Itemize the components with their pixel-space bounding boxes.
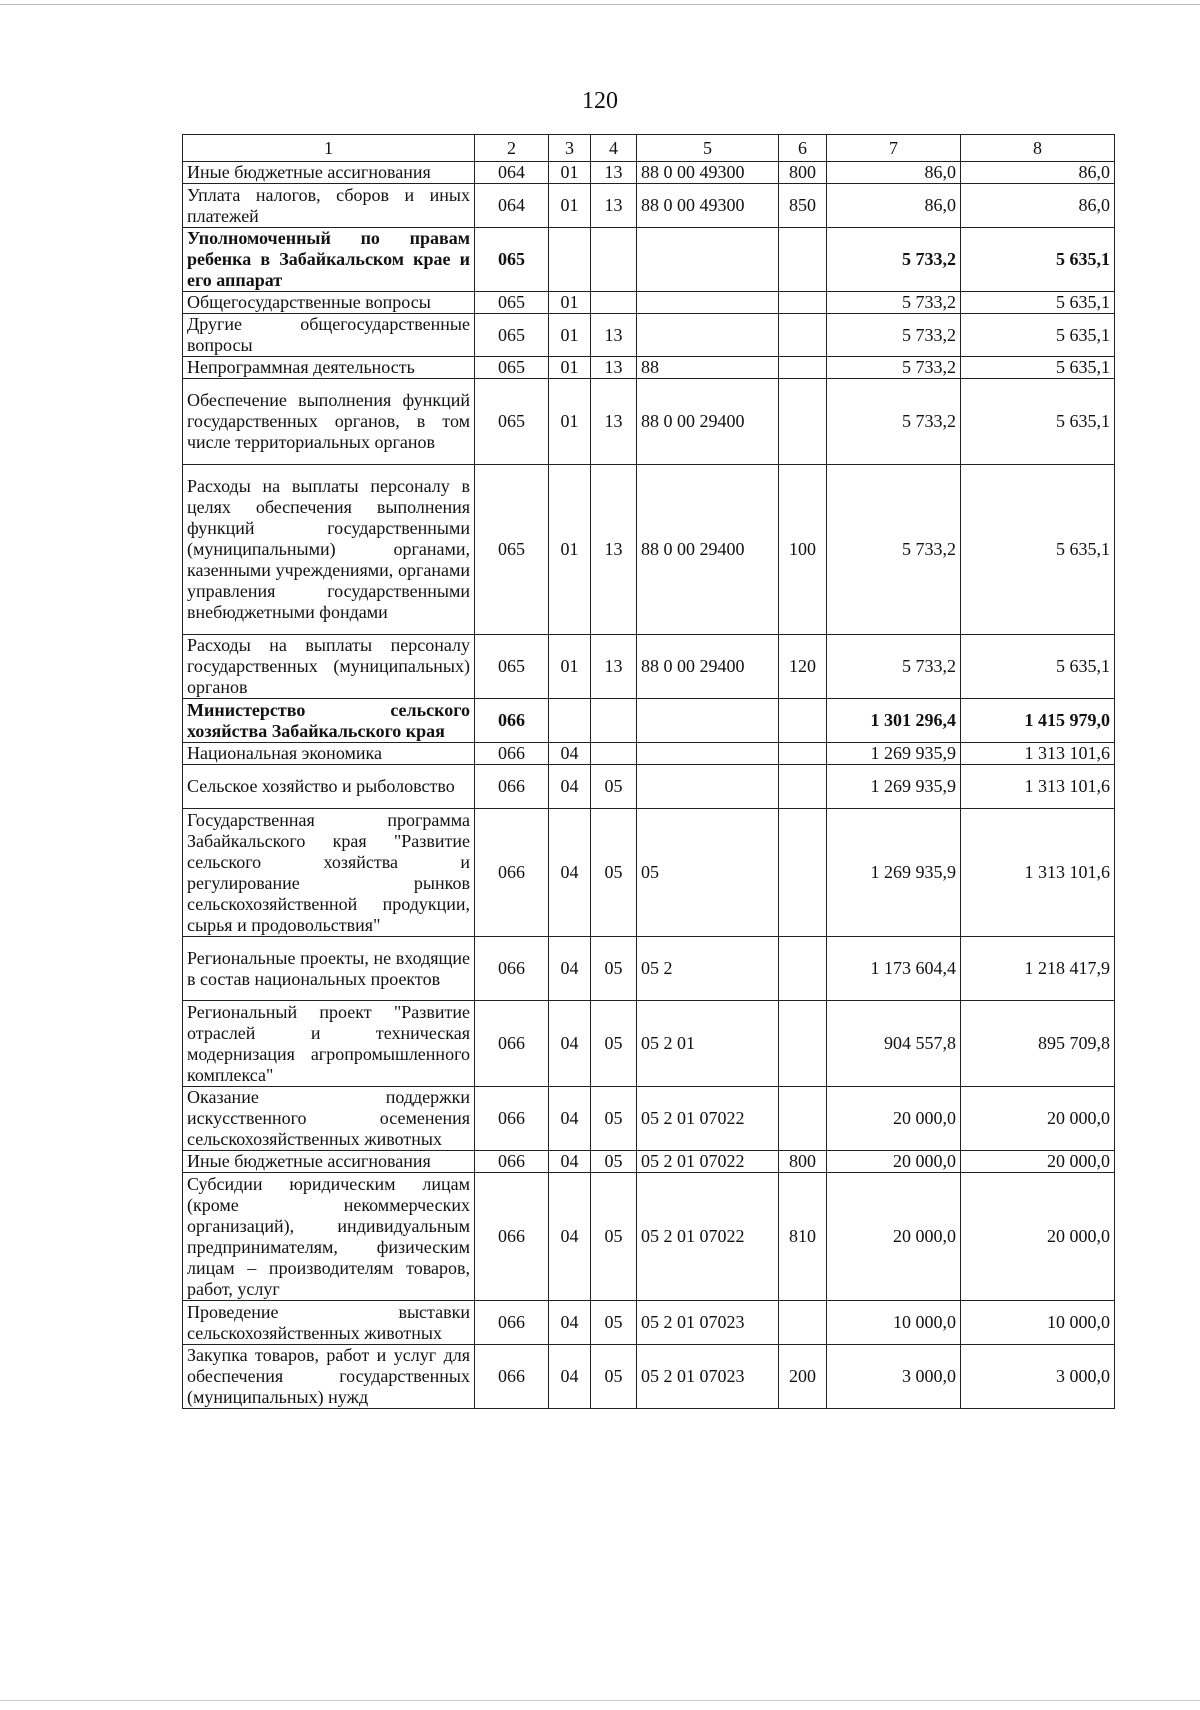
cell-section: 01: [549, 292, 591, 314]
cell-amount-year2: 1 218 417,9: [961, 937, 1115, 1001]
cell-section: [549, 228, 591, 292]
cell-expense-type: 800: [779, 162, 827, 184]
cell-expense-type: [779, 1087, 827, 1151]
cell-amount-year1: 3 000,0: [827, 1345, 961, 1409]
row-name: Региональные проекты, не входящие в состав национальных проектов: [183, 937, 475, 1001]
cell-section: 01: [549, 357, 591, 379]
cell-amount-year1: 1 173 604,4: [827, 937, 961, 1001]
cell-amount-year2: 20 000,0: [961, 1151, 1115, 1173]
cell-subsection: 05: [591, 1173, 637, 1301]
column-header: 6: [779, 135, 827, 162]
cell-ministry-code: 066: [475, 765, 549, 809]
cell-section: 04: [549, 937, 591, 1001]
cell-section: 04: [549, 809, 591, 937]
cell-ministry-code: 066: [475, 1173, 549, 1301]
table-row: [183, 937, 1115, 1001]
cell-target-article: 88 0 00 49300: [637, 184, 779, 228]
row-name: Закупка товаров, работ и услуг для обеспечения государственных (муниципальных) нужд: [183, 1345, 475, 1409]
cell-target-article: 05 2 01 07023: [637, 1301, 779, 1345]
cell-target-article: [637, 292, 779, 314]
cell-expense-type: 120: [779, 635, 827, 699]
cell-amount-year1: 5 733,2: [827, 379, 961, 465]
cell-amount-year2: 86,0: [961, 184, 1115, 228]
cell-ministry-code: 066: [475, 699, 549, 743]
table-row: [183, 809, 1115, 937]
cell-subsection: 05: [591, 1345, 637, 1409]
cell-amount-year2: 895 709,8: [961, 1001, 1115, 1087]
cell-section: 01: [549, 184, 591, 228]
cell-amount-year2: 5 635,1: [961, 379, 1115, 465]
row-name: Уполномоченный по правам ребенка в Забайкальском крае и его аппарат: [183, 228, 475, 292]
row-name: Уплата налогов, сборов и иных платежей: [183, 184, 475, 228]
table-row: [183, 1301, 1115, 1345]
column-header: 3: [549, 135, 591, 162]
cell-expense-type: [779, 765, 827, 809]
cell-target-article: 88 0 00 29400: [637, 465, 779, 635]
cell-amount-year2: 3 000,0: [961, 1345, 1115, 1409]
column-header: 1: [183, 135, 475, 162]
cell-subsection: 13: [591, 162, 637, 184]
scan-edge-top: [0, 4, 1200, 5]
cell-amount-year2: 1 313 101,6: [961, 765, 1115, 809]
cell-subsection: 13: [591, 635, 637, 699]
cell-target-article: 05 2 01 07022: [637, 1173, 779, 1301]
cell-target-article: [637, 743, 779, 765]
row-name: Национальная экономика: [183, 743, 475, 765]
cell-subsection: 05: [591, 809, 637, 937]
cell-section: 01: [549, 162, 591, 184]
cell-amount-year1: 86,0: [827, 162, 961, 184]
table-row: [183, 635, 1115, 699]
cell-amount-year1: 20 000,0: [827, 1087, 961, 1151]
cell-subsection: 05: [591, 1301, 637, 1345]
cell-expense-type: [779, 228, 827, 292]
cell-ministry-code: 065: [475, 357, 549, 379]
cell-target-article: 05 2 01: [637, 1001, 779, 1087]
cell-ministry-code: 065: [475, 635, 549, 699]
page-number: 120: [582, 88, 618, 114]
cell-ministry-code: 066: [475, 809, 549, 937]
cell-subsection: 13: [591, 357, 637, 379]
cell-expense-type: 100: [779, 465, 827, 635]
cell-amount-year1: 5 733,2: [827, 357, 961, 379]
cell-target-article: 05 2 01 07022: [637, 1087, 779, 1151]
cell-target-article: [637, 314, 779, 357]
row-name: Региональный проект "Развитие отраслей и техническая модернизация агропромышленного комплекса": [183, 1001, 475, 1087]
table-row: [183, 228, 1115, 292]
cell-expense-type: [779, 937, 827, 1001]
cell-amount-year1: 1 301 296,4: [827, 699, 961, 743]
cell-ministry-code: 066: [475, 1001, 549, 1087]
cell-section: 04: [549, 1151, 591, 1173]
row-name: Общегосударственные вопросы: [183, 292, 475, 314]
row-name: Расходы на выплаты персоналу государственных (муниципальных) органов: [183, 635, 475, 699]
cell-target-article: 88 0 00 49300: [637, 162, 779, 184]
table-row: [183, 1345, 1115, 1409]
cell-amount-year2: 5 635,1: [961, 635, 1115, 699]
cell-section: 04: [549, 743, 591, 765]
cell-subsection: [591, 292, 637, 314]
cell-ministry-code: 066: [475, 1345, 549, 1409]
cell-amount-year2: 1 313 101,6: [961, 743, 1115, 765]
cell-amount-year2: 20 000,0: [961, 1087, 1115, 1151]
row-name: Обеспечение выполнения функций государственных органов, в том числе территориальных органов: [183, 379, 475, 465]
cell-ministry-code: 066: [475, 1151, 549, 1173]
table-row: [183, 465, 1115, 635]
cell-subsection: 05: [591, 937, 637, 1001]
cell-amount-year1: 1 269 935,9: [827, 743, 961, 765]
cell-subsection: 05: [591, 1001, 637, 1087]
cell-expense-type: 850: [779, 184, 827, 228]
cell-expense-type: [779, 292, 827, 314]
cell-amount-year2: 20 000,0: [961, 1173, 1115, 1301]
cell-expense-type: [779, 1001, 827, 1087]
cell-expense-type: 200: [779, 1345, 827, 1409]
cell-expense-type: [779, 743, 827, 765]
table-header-row: [183, 135, 1115, 162]
table-row: [183, 162, 1115, 184]
row-name: Субсидии юридическим лицам (кроме некоммерческих организаций), индивидуальным предпринимателям, физическим лицам – производителям товаров, работ, услуг: [183, 1173, 475, 1301]
table-row: [183, 379, 1115, 465]
cell-expense-type: [779, 357, 827, 379]
cell-amount-year1: 1 269 935,9: [827, 809, 961, 937]
row-name: Непрограммная деятельность: [183, 357, 475, 379]
cell-amount-year1: 5 733,2: [827, 314, 961, 357]
cell-expense-type: 800: [779, 1151, 827, 1173]
table-row: [183, 699, 1115, 743]
column-header: 4: [591, 135, 637, 162]
cell-ministry-code: 066: [475, 743, 549, 765]
cell-amount-year2: 10 000,0: [961, 1301, 1115, 1345]
cell-section: 01: [549, 465, 591, 635]
cell-expense-type: [779, 379, 827, 465]
cell-target-article: [637, 228, 779, 292]
cell-amount-year1: 5 733,2: [827, 635, 961, 699]
table-row: [183, 743, 1115, 765]
table-row: [183, 1151, 1115, 1173]
row-name: Иные бюджетные ассигнования: [183, 162, 475, 184]
cell-amount-year1: 1 269 935,9: [827, 765, 961, 809]
row-name: Другие общегосударственные вопросы: [183, 314, 475, 357]
cell-expense-type: [779, 809, 827, 937]
row-name: Министерство сельского хозяйства Забайкальского края: [183, 699, 475, 743]
cell-target-article: [637, 765, 779, 809]
cell-ministry-code: 066: [475, 1301, 549, 1345]
cell-section: 04: [549, 1173, 591, 1301]
table-row: [183, 1001, 1115, 1087]
cell-ministry-code: 064: [475, 184, 549, 228]
table-row: [183, 1173, 1115, 1301]
row-name: Проведение выставки сельскохозяйственных животных: [183, 1301, 475, 1345]
cell-expense-type: [779, 314, 827, 357]
cell-amount-year1: 86,0: [827, 184, 961, 228]
cell-amount-year2: 5 635,1: [961, 357, 1115, 379]
cell-expense-type: 810: [779, 1173, 827, 1301]
cell-amount-year2: 5 635,1: [961, 465, 1115, 635]
cell-subsection: 05: [591, 765, 637, 809]
cell-amount-year1: 5 733,2: [827, 228, 961, 292]
cell-subsection: 05: [591, 1151, 637, 1173]
cell-ministry-code: 066: [475, 937, 549, 1001]
cell-amount-year2: 1 313 101,6: [961, 809, 1115, 937]
cell-section: 01: [549, 379, 591, 465]
cell-section: 04: [549, 1345, 591, 1409]
cell-amount-year2: 86,0: [961, 162, 1115, 184]
budget-table: [182, 134, 1115, 1409]
cell-subsection: [591, 699, 637, 743]
cell-target-article: 88 0 00 29400: [637, 635, 779, 699]
cell-section: 01: [549, 314, 591, 357]
row-name: Расходы на выплаты персоналу в целях обеспечения выполнения функций государственными (муниципальными) органами, казенными учреждениями, органами управления государственными внебюджетными фондами: [183, 465, 475, 635]
cell-section: [549, 699, 591, 743]
cell-amount-year1: 10 000,0: [827, 1301, 961, 1345]
cell-target-article: 88 0 00 29400: [637, 379, 779, 465]
cell-target-article: 05 2 01 07022: [637, 1151, 779, 1173]
scan-edge-bottom: [0, 1700, 1200, 1701]
cell-ministry-code: 064: [475, 162, 549, 184]
table-row: [183, 184, 1115, 228]
table-row: [183, 292, 1115, 314]
column-header: 2: [475, 135, 549, 162]
column-header: 5: [637, 135, 779, 162]
cell-subsection: [591, 228, 637, 292]
cell-subsection: 13: [591, 314, 637, 357]
cell-subsection: 05: [591, 1087, 637, 1151]
cell-ministry-code: 065: [475, 228, 549, 292]
cell-section: 04: [549, 1001, 591, 1087]
cell-subsection: [591, 743, 637, 765]
cell-ministry-code: 065: [475, 292, 549, 314]
cell-expense-type: [779, 699, 827, 743]
row-name: Государственная программа Забайкальского края "Развитие сельского хозяйства и регулирование рынков сельскохозяйственной продукции, сырья и продовольствия": [183, 809, 475, 937]
row-name: Иные бюджетные ассигнования: [183, 1151, 475, 1173]
cell-ministry-code: 065: [475, 465, 549, 635]
cell-target-article: 05 2: [637, 937, 779, 1001]
cell-target-article: 05: [637, 809, 779, 937]
cell-amount-year1: 5 733,2: [827, 465, 961, 635]
cell-section: 04: [549, 1301, 591, 1345]
cell-amount-year2: 5 635,1: [961, 314, 1115, 357]
row-name: Оказание поддержки искусственного осеменения сельскохозяйственных животных: [183, 1087, 475, 1151]
cell-subsection: 13: [591, 379, 637, 465]
cell-section: 01: [549, 635, 591, 699]
table-row: [183, 314, 1115, 357]
cell-ministry-code: 066: [475, 1087, 549, 1151]
cell-section: 04: [549, 765, 591, 809]
row-name: Сельское хозяйство и рыболовство: [183, 765, 475, 809]
column-header: 7: [827, 135, 961, 162]
table-row: [183, 1087, 1115, 1151]
table-row: [183, 765, 1115, 809]
cell-amount-year1: 20 000,0: [827, 1151, 961, 1173]
cell-subsection: 13: [591, 184, 637, 228]
cell-amount-year1: 5 733,2: [827, 292, 961, 314]
cell-amount-year2: 5 635,1: [961, 228, 1115, 292]
cell-target-article: [637, 699, 779, 743]
cell-amount-year2: 5 635,1: [961, 292, 1115, 314]
cell-expense-type: [779, 1301, 827, 1345]
cell-amount-year2: 1 415 979,0: [961, 699, 1115, 743]
cell-target-article: 88: [637, 357, 779, 379]
cell-subsection: 13: [591, 465, 637, 635]
cell-target-article: 05 2 01 07023: [637, 1345, 779, 1409]
cell-amount-year1: 20 000,0: [827, 1173, 961, 1301]
cell-section: 04: [549, 1087, 591, 1151]
cell-amount-year1: 904 557,8: [827, 1001, 961, 1087]
cell-ministry-code: 065: [475, 379, 549, 465]
column-header: 8: [961, 135, 1115, 162]
cell-ministry-code: 065: [475, 314, 549, 357]
table-row: [183, 357, 1115, 379]
